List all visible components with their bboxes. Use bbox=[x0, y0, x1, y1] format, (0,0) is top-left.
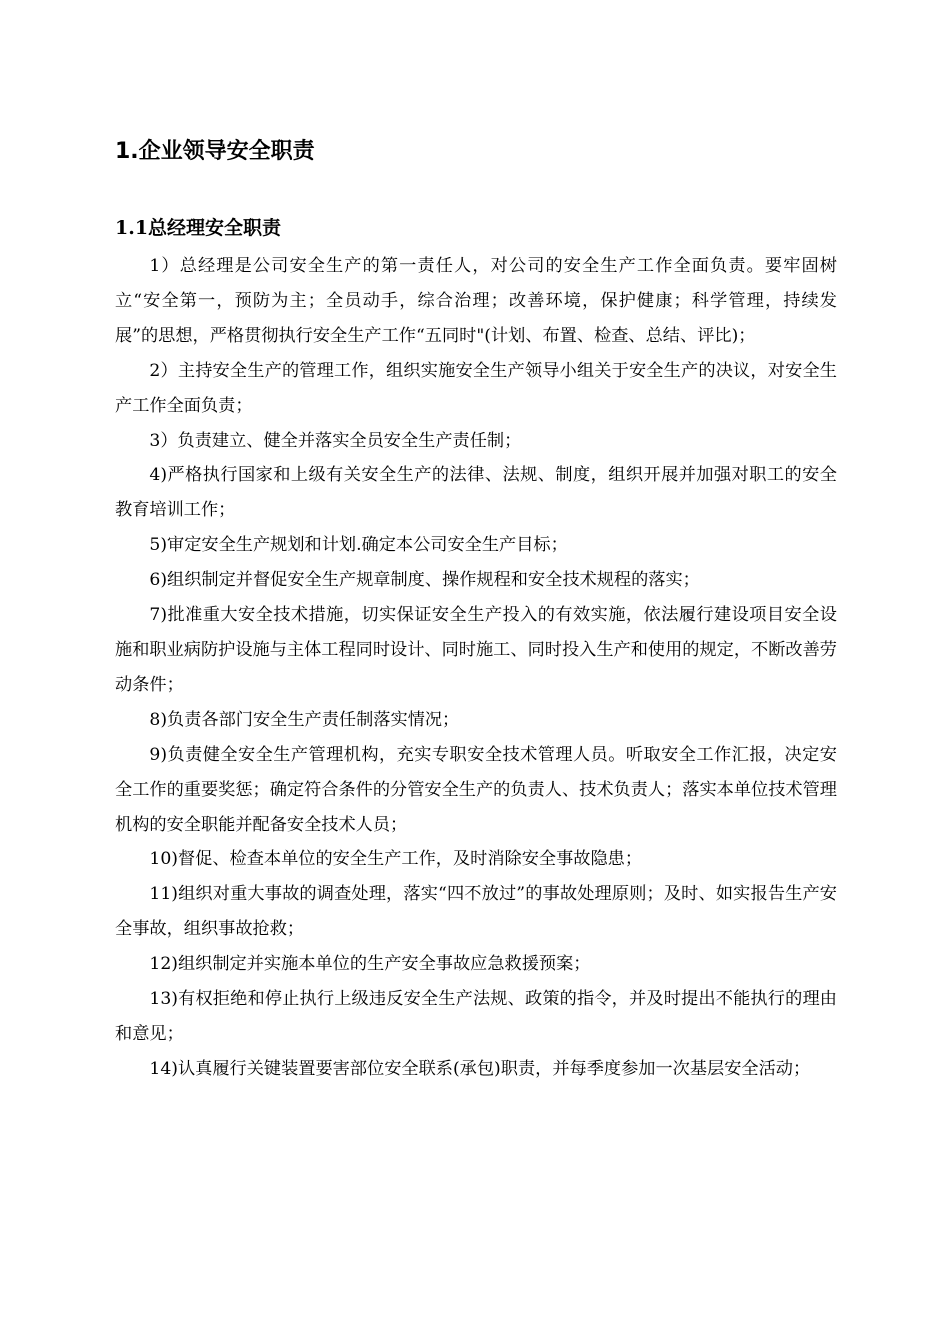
duty-paragraph-10: 10)督促、检查本单位的安全生产工作，及时消除安全事故隐患； bbox=[149, 849, 643, 870]
duty-paragraph-2: 2）主持安全生产的管理工作，组织实施安全生产领导小组关于安全生产的决议，对安全生产工作全面负责； bbox=[115, 360, 837, 416]
duty-paragraph-11: 11)组织对重大事故的调查处理，落实“四不放过”的事故处理原则；及时、如实报告生产安全事故，组织事故抢救； bbox=[115, 884, 837, 940]
duty-paragraph-9: 9)负责健全安全生产管理机构，充实专职安全技术管理人员。听取安全工作汇报，决定安全工作的重要奖惩；确定符合条件的分管安全生产的负责人、技术负责人；落实本单位技术管理机构的安全职能并配备安全技术人员； bbox=[115, 744, 837, 835]
duty-paragraph-12: 12)组织制定并实施本单位的生产安全事故应急救援预案； bbox=[149, 954, 591, 975]
duty-list bbox=[115, 249, 837, 1087]
duty-paragraph-6: 6)组织制定并督促安全生产规章制度、操作规程和安全技术规程的落实； bbox=[149, 570, 700, 591]
duty-paragraph-8: 8)负责各部门安全生产责任制落实情况； bbox=[149, 709, 460, 730]
duty-paragraph-4: 4)严格执行国家和上级有关安全生产的法律、法规、制度，组织开展并加强对职工的安全教育培训工作； bbox=[115, 465, 837, 521]
duty-paragraph-13: 13)有权拒绝和停止执行上级违反安全生产法规、政策的指令，并及时提出不能执行的理由和意见； bbox=[115, 989, 837, 1044]
subsection-title: 1.1总经理安全职责 bbox=[115, 217, 282, 239]
duty-paragraph-14: 14)认真履行关键装置要害部位安全联系(承包)职责，并每季度参加一次基层安全活动； bbox=[149, 1058, 811, 1079]
duty-paragraph-3: 3）负责建立、健全并落实全员安全生产责任制； bbox=[149, 430, 522, 451]
duty-paragraph-1: 1）总经理是公司安全生产的第一责任人，对公司的安全生产工作全面负责。要牢固树立“安全第一，预防为主；全员动手，综合治理；改善环境，保护健康；科学管理，持续发展”的思想，严格贯彻执行安全生产工作“五同时"(计划、布置、检查、总结、评比)； bbox=[115, 256, 837, 346]
duty-paragraph-7: 7)批准重大安全技术措施，切实保证安全生产投入的有效实施，依法履行建设项目安全设施和职业病防护设施与主体工程同时设计、同时施工、同时投入生产和使用的规定，不断改善劳动条件； bbox=[115, 605, 837, 695]
section-title: 1.企业领导安全职责 bbox=[115, 139, 315, 164]
duty-paragraph-5: 5)审定安全生产规划和计划.确定本公司安全生产目标； bbox=[149, 535, 568, 556]
